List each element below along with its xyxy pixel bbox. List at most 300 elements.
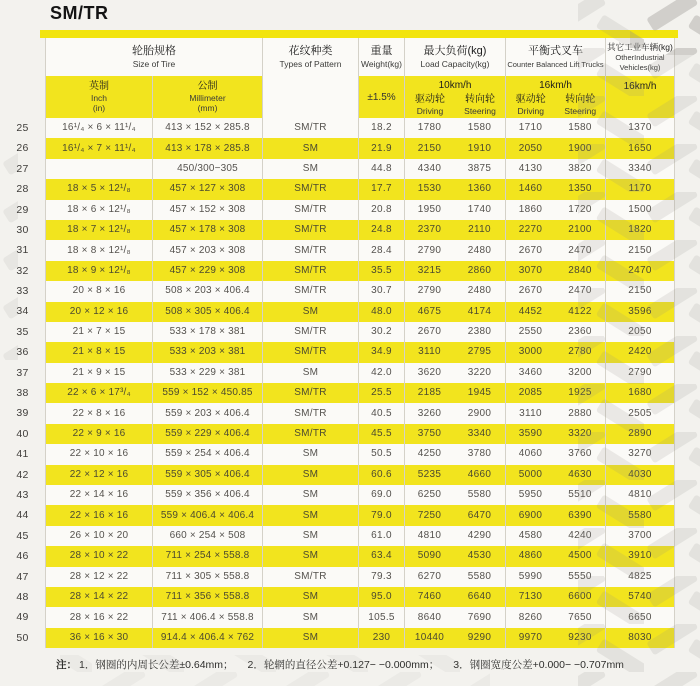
load-driving-value: 6270 [404,567,454,587]
other-industrial-value: 1820 [605,220,675,240]
load-steering-value: 5580 [454,567,505,587]
pattern-type-value: SM [262,302,358,322]
row-number: 47 [16,570,29,583]
other-industrial-value: 2420 [605,342,675,362]
size-inch-value: 22 × 16 × 16 [45,505,152,525]
other-industrial-value: 3596 [605,302,675,322]
load-steering-value: 4660 [454,465,505,485]
table-row [0,302,678,322]
cb-steering-value: 3200 [555,363,605,383]
other-industrial-value: 2790 [605,363,675,383]
row-number: 41 [16,448,29,461]
size-inch-value: 21 × 9 × 15 [45,363,152,383]
table-row [0,118,678,138]
cb-driving-value: 3110 [505,403,555,423]
load-driving-header: 驱动轮 Driving [415,93,445,117]
weight-value: 42.0 [358,363,404,383]
cb-steering-value: 1900 [555,138,605,158]
other-industrial-value: 4810 [605,485,675,505]
table-row [0,363,678,383]
weight-value: 45.5 [358,424,404,444]
size-inch-value: 16¹/₄ × 7 × 11¹/₄ [45,138,152,158]
cb-driving-value: 5000 [505,465,555,485]
other-industrial-value: 1650 [605,138,675,158]
other-industrial-value: 6650 [605,607,675,627]
pattern-type-value: SM [262,363,358,383]
subheader-load-group [404,76,505,118]
weight-value: 230 [358,628,404,648]
row-number: 32 [16,264,29,277]
load-steering-value: 3780 [454,444,505,464]
table-row [0,261,678,281]
row-number: 39 [16,407,29,420]
row-number: 27 [16,162,29,175]
load-driving-value: 4810 [404,526,454,546]
table-row [0,628,678,648]
cb-driving-value: 2670 [505,240,555,260]
other-industrial-value: 3340 [605,159,675,179]
table-row [0,587,678,607]
size-mm-value: 457 × 178 × 308 [152,220,262,240]
pattern-type-value: SM [262,628,358,648]
weight-value: 79.0 [358,505,404,525]
load-steering-header: 转向轮 Steering [464,93,496,117]
load-steering-value: 5580 [454,485,505,505]
row-number: 38 [16,387,29,400]
size-mm-value: 711 × 254 × 558.8 [152,546,262,566]
row-number: 49 [16,611,29,624]
cb-steering-value: 4630 [555,465,605,485]
cb-steering-value: 2360 [555,322,605,342]
weight-value: 79.3 [358,567,404,587]
size-inch-value: 18 × 9 × 12¹/₈ [45,261,152,281]
load-driving-value: 7250 [404,505,454,525]
table-body [0,118,678,648]
load-driving-value: 1780 [404,118,454,138]
weight-value: 50.5 [358,444,404,464]
size-inch-value: 28 × 14 × 22 [45,587,152,607]
weight-value: 63.4 [358,546,404,566]
size-mm-value: 508 × 203 × 406.4 [152,281,262,301]
other-industrial-value: 2890 [605,424,675,444]
footnote-label: 注： [56,659,77,671]
size-inch-value: 16¹/₄ × 6 × 11¹/₄ [45,118,152,138]
load-steering-value: 9290 [454,628,505,648]
cb-steering-value: 6390 [555,505,605,525]
load-driving-value: 2790 [404,240,454,260]
pattern-type-value: SM/TR [262,342,358,362]
load-speed: 10km/h [438,80,472,91]
pattern-type-value: SM/TR [262,403,358,423]
size-mm-value: 533 × 178 × 381 [152,322,262,342]
table-row [0,546,678,566]
weight-value: 60.6 [358,465,404,485]
pattern-type-value: SM [262,607,358,627]
cb-driving-value: 3000 [505,342,555,362]
weight-value: 35.5 [358,261,404,281]
pattern-type-value: SM/TR [262,424,358,444]
pattern-type-value: SM [262,159,358,179]
other-industrial-value: 2470 [605,261,675,281]
table-row [0,403,678,423]
footnote-item-2: 2．轮辋的直径公差+0.127− −0.000mm； [247,659,440,671]
size-mm-value: 559 × 203 × 406.4 [152,403,262,423]
row-number: 40 [16,427,29,440]
load-steering-value: 1360 [454,179,505,199]
pattern-type-value: SM [262,546,358,566]
weight-value: 40.5 [358,403,404,423]
load-steering-value: 3340 [454,424,505,444]
row-number: 25 [16,121,29,134]
row-number: 34 [16,305,29,318]
other-industrial-value: 3700 [605,526,675,546]
subheader-other-speed: 16km/h [605,76,675,118]
weight-value: 69.0 [358,485,404,505]
size-mm-value: 711 × 305 × 558.8 [152,567,262,587]
weight-value: 18.2 [358,118,404,138]
size-inch-value: 21 × 8 × 15 [45,342,152,362]
load-steering-value: 2380 [454,322,505,342]
load-steering-value: 3875 [454,159,505,179]
load-driving-value: 3750 [404,424,454,444]
size-mm-value: 413 × 178 × 285.8 [152,138,262,158]
other-industrial-value: 5580 [605,505,675,525]
size-inch-value: 22 × 8 × 16 [45,403,152,423]
cb-steering-value: 2100 [555,220,605,240]
load-driving-value: 3110 [404,342,454,362]
cb-driving-value: 4860 [505,546,555,566]
size-mm-value: 559 × 356 × 406.4 [152,485,262,505]
pattern-type-value: SM [262,444,358,464]
size-mm-value: 914.4 × 406.4 × 762 [152,628,262,648]
size-inch-value: 22 × 10 × 16 [45,444,152,464]
row-number: 26 [16,142,29,155]
size-mm-value: 559 × 406.4 × 406.4 [152,505,262,525]
size-mm-value: 533 × 203 × 381 [152,342,262,362]
size-mm-value: 508 × 305 × 406.4 [152,302,262,322]
load-driving-value: 2670 [404,322,454,342]
pattern-type-value: SM [262,505,358,525]
other-industrial-value: 1170 [605,179,675,199]
load-driving-value: 4675 [404,302,454,322]
table-row [0,505,678,525]
other-industrial-value: 2150 [605,240,675,260]
table-row [0,444,678,464]
load-driving-value: 2185 [404,383,454,403]
cb-driving-value: 4130 [505,159,555,179]
weight-value: 61.0 [358,526,404,546]
subheader-cb-group [505,76,605,118]
other-industrial-value: 2505 [605,403,675,423]
weight-value: 17.7 [358,179,404,199]
cb-steering-header: 转向轮 Steering [564,93,597,117]
pattern-type-value: SM/TR [262,322,358,342]
table-row [0,526,678,546]
load-driving-value: 4250 [404,444,454,464]
table-row [0,424,678,444]
cb-steering-value: 4122 [555,302,605,322]
load-steering-value: 2480 [454,281,505,301]
load-steering-value: 1945 [454,383,505,403]
cb-steering-value: 4240 [555,526,605,546]
table-row [0,220,678,240]
pattern-type-value: SM [262,485,358,505]
load-driving-value: 3260 [404,403,454,423]
cb-driving-value: 7130 [505,587,555,607]
footnote [56,657,624,672]
row-number: 50 [16,631,29,644]
table-row [0,465,678,485]
size-inch-value: 22 × 12 × 16 [45,465,152,485]
load-steering-value: 3220 [454,363,505,383]
cb-steering-value: 9230 [555,628,605,648]
load-driving-value: 10440 [404,628,454,648]
load-driving-value: 7460 [404,587,454,607]
cb-steering-value: 2880 [555,403,605,423]
cb-driving-value: 2550 [505,322,555,342]
footnote-item-3: 3．钢圈宽度公差+0.000− −0.707mm [453,659,624,671]
row-number: 31 [16,244,29,257]
load-driving-value: 3215 [404,261,454,281]
pattern-type-value: SM/TR [262,240,358,260]
weight-value: 25.5 [358,383,404,403]
cb-driving-value: 8260 [505,607,555,627]
row-number: 46 [16,550,29,563]
cb-driving-value: 4060 [505,444,555,464]
cb-driving-value: 6900 [505,505,555,525]
cb-driving-value: 5950 [505,485,555,505]
cb-driving-value: 5990 [505,567,555,587]
cb-driving-value: 1710 [505,118,555,138]
cb-steering-value: 1350 [555,179,605,199]
row-number: 48 [16,590,29,603]
row-number: 30 [16,223,29,236]
size-mm-value: 559 × 305 × 406.4 [152,465,262,485]
size-mm-value: 450/300−305 [152,159,262,179]
load-driving-value: 8640 [404,607,454,627]
table-row [0,200,678,220]
load-driving-value: 5090 [404,546,454,566]
weight-value: 20.8 [358,200,404,220]
weight-value: 34.9 [358,342,404,362]
pattern-type-value: SM/TR [262,220,358,240]
cb-driving-value: 2270 [505,220,555,240]
header-counter-balanced: 平衡式叉车 Counter Balanced Lift Trucks [505,38,605,76]
cb-driving-value: 3070 [505,261,555,281]
cb-driving-value: 2085 [505,383,555,403]
subheader-blank [0,76,45,118]
table-row [0,138,678,158]
load-steering-value: 1580 [454,118,505,138]
pattern-type-value: SM/TR [262,200,358,220]
cb-steering-value: 3760 [555,444,605,464]
row-number: 33 [16,285,29,298]
size-inch-value: 36 × 16 × 30 [45,628,152,648]
cb-steering-value: 5510 [555,485,605,505]
subheader-millimeter: 公制 Millimeter (mm) [152,76,262,118]
size-mm-value: 559 × 229 × 406.4 [152,424,262,444]
weight-value: 48.0 [358,302,404,322]
cb-driving-value: 2050 [505,138,555,158]
load-steering-value: 7690 [454,607,505,627]
weight-value: 44.8 [358,159,404,179]
load-driving-value: 4340 [404,159,454,179]
page-title: SM/TR [50,3,109,23]
pattern-type-value: SM [262,465,358,485]
size-inch-value: 28 × 10 × 22 [45,546,152,566]
load-steering-value: 4530 [454,546,505,566]
footnote-item-1: 1．钢圈的内周长公差±0.64mm； [79,659,234,671]
cb-steering-value: 3820 [555,159,605,179]
pattern-type-value: SM/TR [262,261,358,281]
row-number: 35 [16,325,29,338]
table-row [0,240,678,260]
load-driving-value: 5235 [404,465,454,485]
cb-driving-value: 1460 [505,179,555,199]
pattern-type-value: SM [262,526,358,546]
row-number: 37 [16,366,29,379]
other-industrial-value: 4030 [605,465,675,485]
load-steering-value: 1740 [454,200,505,220]
pattern-type-value: SM/TR [262,567,358,587]
load-driving-value: 1530 [404,179,454,199]
other-industrial-value: 2150 [605,281,675,301]
other-industrial-value: 8030 [605,628,675,648]
header-other-industrial: 其它工业车辆(kg) OtherIndustrial Vehicles(kg) [605,38,675,76]
pattern-type-value: SM [262,138,358,158]
other-industrial-value: 1500 [605,200,675,220]
cb-driving-value: 4452 [505,302,555,322]
header-blank [0,38,45,76]
size-inch-value: 18 × 6 × 12¹/₈ [45,200,152,220]
cb-driving-value: 9970 [505,628,555,648]
cb-driving-value: 2670 [505,281,555,301]
load-steering-value: 4290 [454,526,505,546]
row-number: 45 [16,529,29,542]
size-inch-value: 18 × 5 × 12¹/₈ [45,179,152,199]
size-inch-value: 20 × 8 × 16 [45,281,152,301]
row-number: 43 [16,488,29,501]
weight-value: 28.4 [358,240,404,260]
size-mm-value: 711 × 406.4 × 558.8 [152,607,262,627]
cb-steering-value: 2470 [555,281,605,301]
table-row [0,342,678,362]
other-industrial-value: 2050 [605,322,675,342]
other-industrial-value: 3910 [605,546,675,566]
load-driving-value: 3620 [404,363,454,383]
table-row [0,607,678,627]
cb-speed: 16km/h [539,80,572,91]
load-steering-value: 6470 [454,505,505,525]
row-number: 36 [16,346,29,359]
size-mm-value: 711 × 356 × 558.8 [152,587,262,607]
header-size-of-tire: 轮胎规格 Size of Tire [45,38,262,76]
weight-value: 21.9 [358,138,404,158]
cb-steering-value: 3320 [555,424,605,444]
cb-steering-value: 1580 [555,118,605,138]
pattern-type-value: SM/TR [262,383,358,403]
header-pattern: 花纹种类 Types of Pattern [262,38,358,76]
load-driving-value: 1950 [404,200,454,220]
other-industrial-value: 3270 [605,444,675,464]
other-industrial-value: 1370 [605,118,675,138]
other-industrial-value: 5740 [605,587,675,607]
table-row [0,179,678,199]
other-industrial-value: 4825 [605,567,675,587]
load-steering-value: 1910 [454,138,505,158]
load-driving-value: 6250 [404,485,454,505]
table-row [0,159,678,179]
load-steering-value: 4174 [454,302,505,322]
size-mm-value: 559 × 152 × 450.85 [152,383,262,403]
header-weight: 重量 Weight(kg) [358,38,404,76]
row-number: 29 [16,203,29,216]
load-driving-value: 2370 [404,220,454,240]
cb-steering-value: 1925 [555,383,605,403]
table-row [0,322,678,342]
cb-steering-value: 2470 [555,240,605,260]
size-inch-value: 22 × 14 × 16 [45,485,152,505]
load-driving-value: 2150 [404,138,454,158]
size-mm-value: 533 × 229 × 381 [152,363,262,383]
load-steering-value: 2110 [454,220,505,240]
cb-driving-value: 1860 [505,200,555,220]
table-row [0,567,678,587]
weight-value: 30.2 [358,322,404,342]
cb-steering-value: 7650 [555,607,605,627]
weight-value: 24.8 [358,220,404,240]
weight-value: 30.7 [358,281,404,301]
row-number: 44 [16,509,29,522]
header-load-capacity: 最大负荷(kg) Load Capacity(kg) [404,38,505,76]
cb-driving-header: 驱动轮 Driving [515,93,546,117]
weight-value: 105.5 [358,607,404,627]
size-inch-value: 20 × 12 × 16 [45,302,152,322]
row-number: 28 [16,183,29,196]
size-inch-value: 28 × 16 × 22 [45,607,152,627]
table-header-main [0,38,678,76]
load-steering-value: 2480 [454,240,505,260]
load-steering-value: 2795 [454,342,505,362]
size-inch-value: 26 × 10 × 20 [45,526,152,546]
size-mm-value: 457 × 152 × 308 [152,200,262,220]
size-mm-value: 660 × 254 × 508 [152,526,262,546]
cb-steering-value: 6600 [555,587,605,607]
size-mm-value: 559 × 254 × 406.4 [152,444,262,464]
size-inch-value: 18 × 8 × 12¹/₈ [45,240,152,260]
table-row [0,485,678,505]
other-industrial-value: 1680 [605,383,675,403]
pattern-type-value: SM/TR [262,281,358,301]
load-steering-value: 2860 [454,261,505,281]
size-inch-value: 28 × 12 × 22 [45,567,152,587]
size-inch-value [45,159,152,179]
cb-steering-value: 2780 [555,342,605,362]
cb-steering-value: 1720 [555,200,605,220]
row-number: 42 [16,468,29,481]
weight-value: 95.0 [358,587,404,607]
pattern-type-value: SM [262,587,358,607]
cb-steering-value: 5550 [555,567,605,587]
size-inch-value: 22 × 9 × 16 [45,424,152,444]
load-steering-value: 2900 [454,403,505,423]
size-inch-value: 22 × 6 × 17³/₄ [45,383,152,403]
pattern-type-value: SM/TR [262,118,358,138]
load-steering-value: 6640 [454,587,505,607]
size-mm-value: 457 × 127 × 308 [152,179,262,199]
cb-steering-value: 4500 [555,546,605,566]
size-inch-value: 21 × 7 × 15 [45,322,152,342]
